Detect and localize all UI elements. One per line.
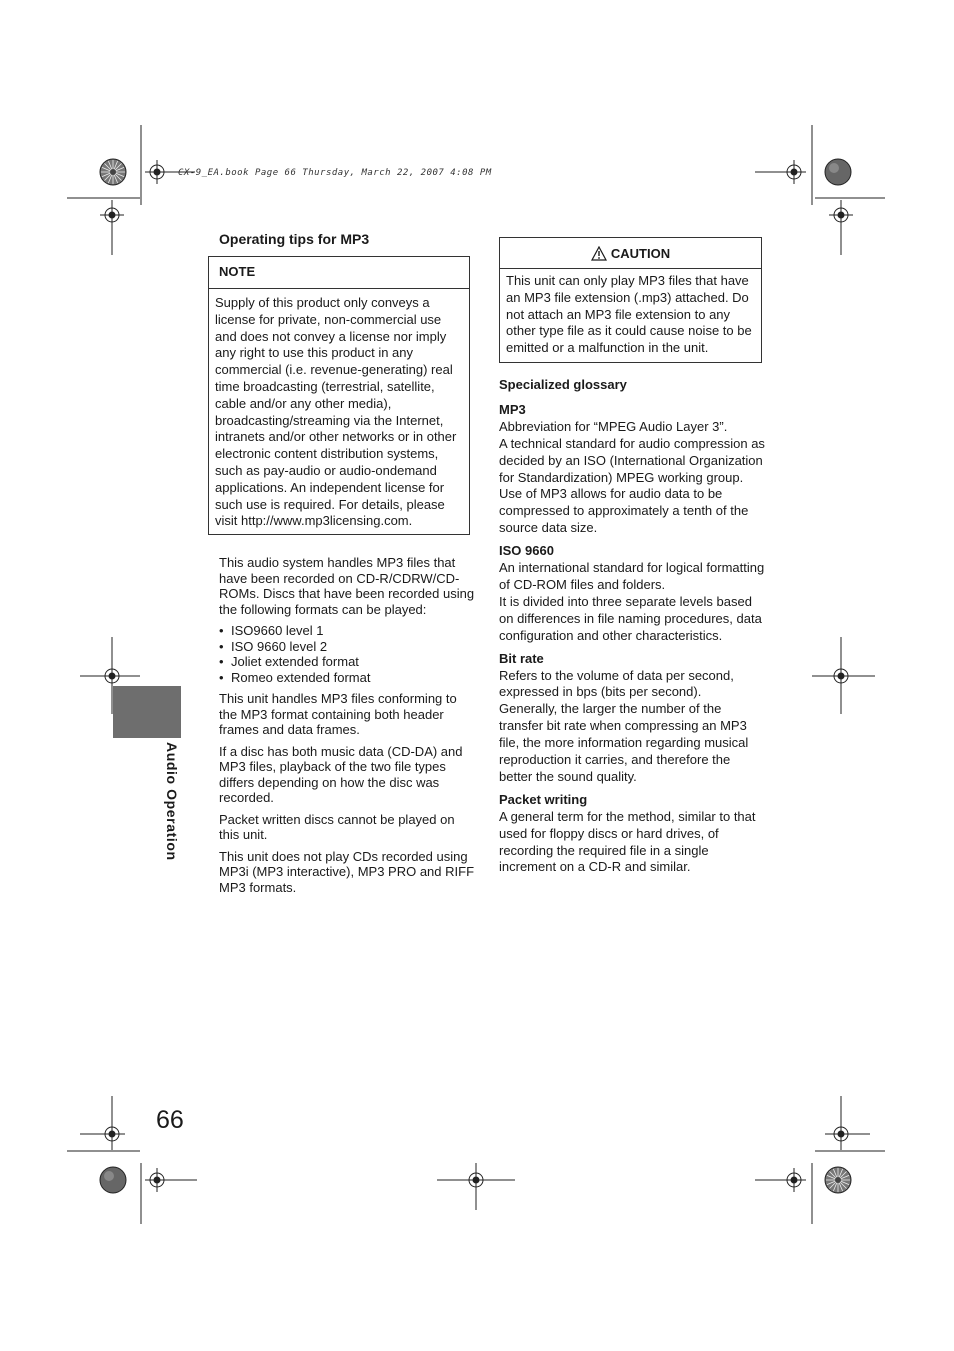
- caution-header: [500, 238, 761, 269]
- left-column: [219, 555, 477, 901]
- print-header: CX-9_EA.book Page 66 Thursday, March 22, 2007 4:08 PM: [178, 168, 492, 178]
- format-list: [219, 623, 477, 685]
- glossary-definition: [499, 809, 767, 877]
- definition-line: Use of MP3 allows for audio data to be compressed to approximately a tenth of the source data size.: [499, 486, 749, 536]
- definition-line: It is divided into three separate levels based on differences in file naming procedures, data configuration and other characteristics.: [499, 593, 762, 643]
- warning-triangle-icon: [591, 246, 607, 261]
- page-number: 66: [156, 1106, 184, 1134]
- header-frames-paragraph: This unit handles MP3 files conforming to the MP3 format containing both header frames and data frames.: [219, 691, 457, 737]
- definition-line: Refers to the volume of data per second, expressed in bps (bits per second).: [499, 667, 734, 700]
- glossary-term: ISO 9660: [499, 543, 554, 559]
- glossary-title: Specialized glossary: [499, 377, 627, 392]
- glossary-term: Packet writing: [499, 791, 588, 807]
- note-body: Supply of this product only conveys a license for private, non-commercial use and does not convey a license nor imply any right to use this product in any commercial (i.e. revenue-generating) real time broadcasting (terrestrial, satellite, cable and/or any other media), broadcasting/streaming via the Internet, intranets and/or other networks or in other electronic content distribution systems, such as pay-audio or audio-ondemand applications. An independent license for such use is required. For details, please visit http://www.mp3licensing.com.: [215, 295, 457, 529]
- note-heading: NOTE: [209, 257, 469, 289]
- caution-body: This unit can only play MP3 files that have an MP3 file extension (.mp3) attached. Do not attach an MP3 file extension to any other type file as it could cause noise to be emitted or a malfunction in the unit.: [506, 273, 752, 356]
- section-title: Operating tips for MP3: [219, 231, 370, 247]
- unsupported-formats-paragraph: This unit does not play CDs recorded using MP3i (MP3 interactive), MP3 PRO and RIFF MP3 formats.: [219, 848, 475, 895]
- glossary-definition: [499, 560, 767, 645]
- packet-paragraph: Packet written discs cannot be played on this unit.: [219, 811, 455, 842]
- glossary-term: MP3: [499, 401, 526, 417]
- list-item: • Joliet extended format: [219, 654, 477, 670]
- caution-box: [499, 237, 762, 363]
- definition-line: A technical standard for audio compression as decided by an ISO (International Organization for Standardization) MPEG working group.: [499, 435, 765, 485]
- chapter-tab-label: Audio Operation: [164, 742, 180, 861]
- caution-heading: CAUTION: [610, 245, 671, 261]
- definition-line: Generally, the larger the number of the transfer bit rate when compressing an MP3 file, the more information regarding musical reproduction it carries, and therefore the better the sound quality.: [499, 701, 749, 784]
- definition-line: Abbreviation for “MPEG Audio Layer 3”.: [499, 418, 728, 434]
- definition-line: A general term for the method, similar to that used for floppy discs or hard drives, of recording the required file in a single increment on a CD-R and similar.: [499, 808, 756, 875]
- definition-line: An international standard for logical formatting of CD-ROM files and folders.: [499, 560, 765, 592]
- note-box: [208, 256, 470, 535]
- chapter-tab: [113, 686, 181, 738]
- glossary: [499, 377, 767, 882]
- mixed-disc-paragraph: If a disc has both music data (CD-DA) and MP3 files, playback of the two file types differs depending on how the disc was recorded.: [219, 743, 463, 805]
- list-item: • Romeo extended format: [219, 670, 477, 686]
- glossary-definition: [499, 668, 767, 786]
- glossary-definition: [499, 419, 767, 537]
- intro-paragraph: This audio system handles MP3 files that have been recorded on CD-R/CDRW/CD-ROMs. Discs that have been recorded using the following formats can be played:: [219, 555, 475, 617]
- glossary-term: Bit rate: [499, 650, 544, 666]
- list-item: • ISO 9660 level 2: [219, 639, 477, 655]
- list-item: • ISO9660 level 1: [219, 623, 477, 639]
